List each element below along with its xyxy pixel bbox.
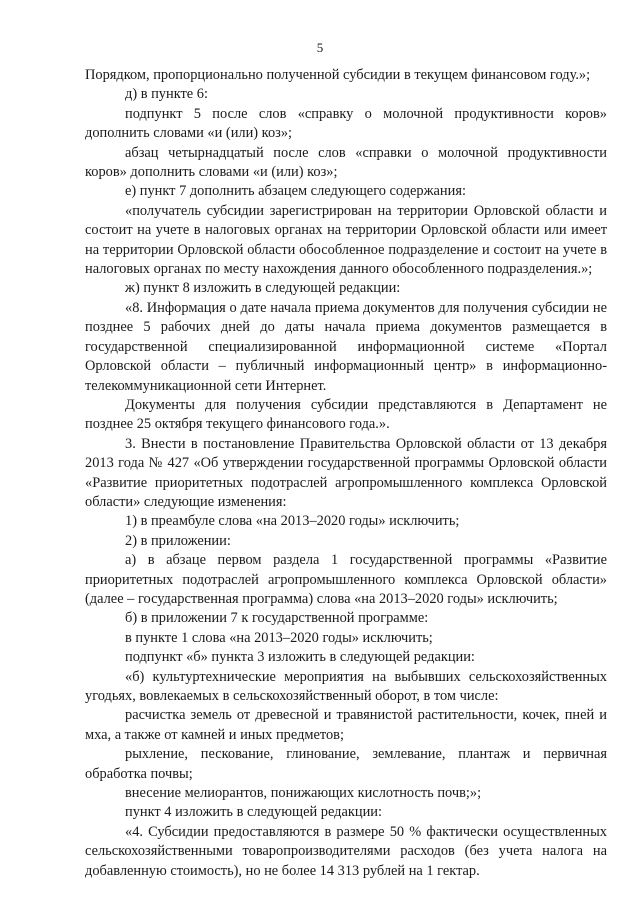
paragraph: «4. Субсидии предоставляются в размере 50 % фактически осуществленных сельскохозяйственными товаропроизводителями расходов (без учета налога на добавленную стоимость), но не более 14 313 рублей на 1 гектар.	[85, 823, 607, 879]
paragraph: рыхление, пескование, глинование, землевание, плантаж и первичная обработка почвы;	[85, 746, 607, 782]
body-text	[85, 66, 607, 881]
paragraph: 2) в приложении:	[125, 532, 231, 549]
paragraph: «б) культуртехнические мероприятия на выбывших сельскохозяйственных угодьях, вовлекаемых в сельскохозяйственный оборот, в том числе:	[85, 668, 607, 704]
paragraph: внесение мелиорантов, понижающих кислотность почв;»;	[125, 785, 482, 802]
paragraph: 3. Внести в постановление Правительства Орловской области от 13 декабря 2013 года № 427 «Об утверждении государственной программы Орловской области «Развитие приоритетных подотраслей агропромышленного комплекса Орловской области» следующие изменения:	[85, 435, 607, 510]
paragraph: д) в пункте 6:	[125, 86, 208, 103]
page-number: 5	[316, 40, 324, 55]
paragraph: Документы для получения субсидии представляются в Департамент не позднее 25 октября текущего финансового года.».	[85, 396, 607, 433]
paragraph: «8. Информация о дате начала приема документов для получения субсидии не позднее 5 рабочих дней до даты начала приема документов размещается в государственной специализированной информационной системе «Портал Орловской области – публичный информационный центр» в информационно-телекоммуникационной сети Интернет.	[85, 299, 607, 394]
paragraph: 1) в преамбуле слова «на 2013–2020 годы» исключить;	[125, 513, 460, 530]
paragraph: «получатель субсидии зарегистрирован на территории Орловской области и состоит на учете в налоговых органах на территории Орловской области или имеет на территории Орловской области обособленное подразделение и состоит на учете в налоговых органах по месту нахождения данного обособленного подразделения.»;	[85, 202, 607, 278]
paragraph: а) в абзаце первом раздела 1 государственной программы «Развитие приоритетных подотраслей агропромышленного комплекса Орловской области» (далее – государственная программа) слова «на 2013–2020 годы» исключить;	[85, 552, 607, 607]
paragraph: Порядком, пропорционально полученной субсидии в текущем финансовом году.»;	[85, 67, 591, 83]
paragraph: в пункте 1 слова «на 2013–2020 годы» исключить;	[125, 629, 433, 646]
paragraph: абзац четырнадцатый после слов «справки о молочной продуктивности коров» дополнить словами «и (или) коз»;	[85, 144, 607, 181]
paragraph: расчистка земель от древесной и травянистой растительности, кочек, пней и мха, а также от камней и иных предметов;	[85, 707, 607, 743]
paragraph: б) в приложении 7 к государственной программе:	[125, 610, 429, 627]
paragraph: е) пункт 7 дополнить абзацем следующего содержания:	[125, 183, 466, 200]
paragraph: подпункт «б» пункта 3 изложить в следующей редакции:	[125, 649, 475, 666]
paragraph: ж) пункт 8 изложить в следующей редакции:	[125, 280, 401, 297]
paragraph: пункт 4 изложить в следующей редакции:	[125, 804, 382, 821]
paragraph: подпункт 5 после слов «справку о молочной продуктивности коров» дополнить словами «и (или) коз»;	[85, 105, 607, 142]
